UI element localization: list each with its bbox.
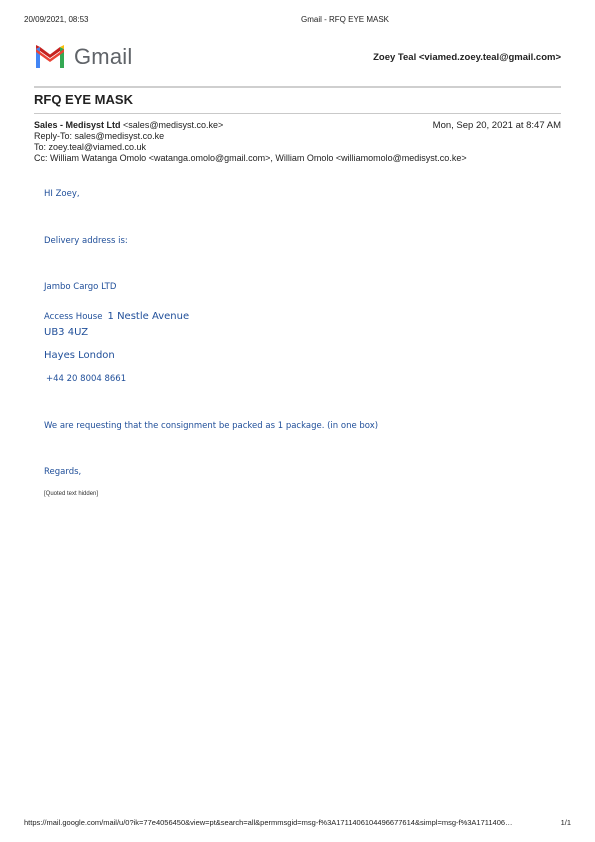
email-subject: RFQ EYE MASK <box>34 92 133 107</box>
sender-name: Sales - Medisyst Ltd <box>34 120 121 130</box>
print-header <box>24 15 571 25</box>
print-url: https://mail.google.com/mail/u/0?ik=77e4056450&view=pt&search=all&permmsgid=msg-f%3A1711406104496677614&simpl=msg-f%3A1711406… <box>24 818 513 827</box>
page-number: 1/1 <box>560 818 571 827</box>
gmail-wordmark: Gmail <box>74 44 133 69</box>
packing-request: We are requesting that the consignment be packed as 1 package. (in one box) <box>44 421 379 431</box>
to-line: To: zoey.teal@viamed.co.uk <box>34 142 147 152</box>
gmail-header <box>34 42 561 72</box>
reply-to: Reply-To: sales@medisyst.co.ke <box>34 131 165 141</box>
subject-divider <box>34 113 561 114</box>
header-divider <box>34 86 561 88</box>
address-building: Access House <box>44 312 103 322</box>
address-street <box>44 304 189 323</box>
address-road: 1 Nestle Avenue <box>107 311 190 322</box>
message-date: Mon, Sep 20, 2021 at 8:47 AM <box>432 120 561 131</box>
quoted-text-toggle[interactable]: [Quoted text hidden] <box>44 491 99 497</box>
gmail-logo-icon <box>34 44 66 70</box>
print-datetime: 20/09/2021, 08:53 <box>24 15 89 24</box>
greeting: HI Zoey, <box>44 189 80 199</box>
account-label: Zoey Teal <viamed.zoey.teal@gmail.com> <box>373 52 561 63</box>
sender-email: <sales@medisyst.co.ke> <box>123 120 224 130</box>
address-company: Jambo Cargo LTD <box>44 282 117 292</box>
delivery-intro: Delivery address is: <box>44 236 128 246</box>
address-city: Hayes London <box>44 350 115 361</box>
print-title: Gmail - RFQ EYE MASK <box>301 15 390 24</box>
cc-line: Cc: William Watanga Omolo <watanga.omolo@gmail.com>, William Omolo <williamomolo@medisyst.co.ke> <box>34 153 467 163</box>
address-postcode: UB3 4UZ <box>44 327 89 338</box>
address-phone: +44 20 8004 8661 <box>46 374 127 384</box>
closing: Regards, <box>44 467 82 477</box>
